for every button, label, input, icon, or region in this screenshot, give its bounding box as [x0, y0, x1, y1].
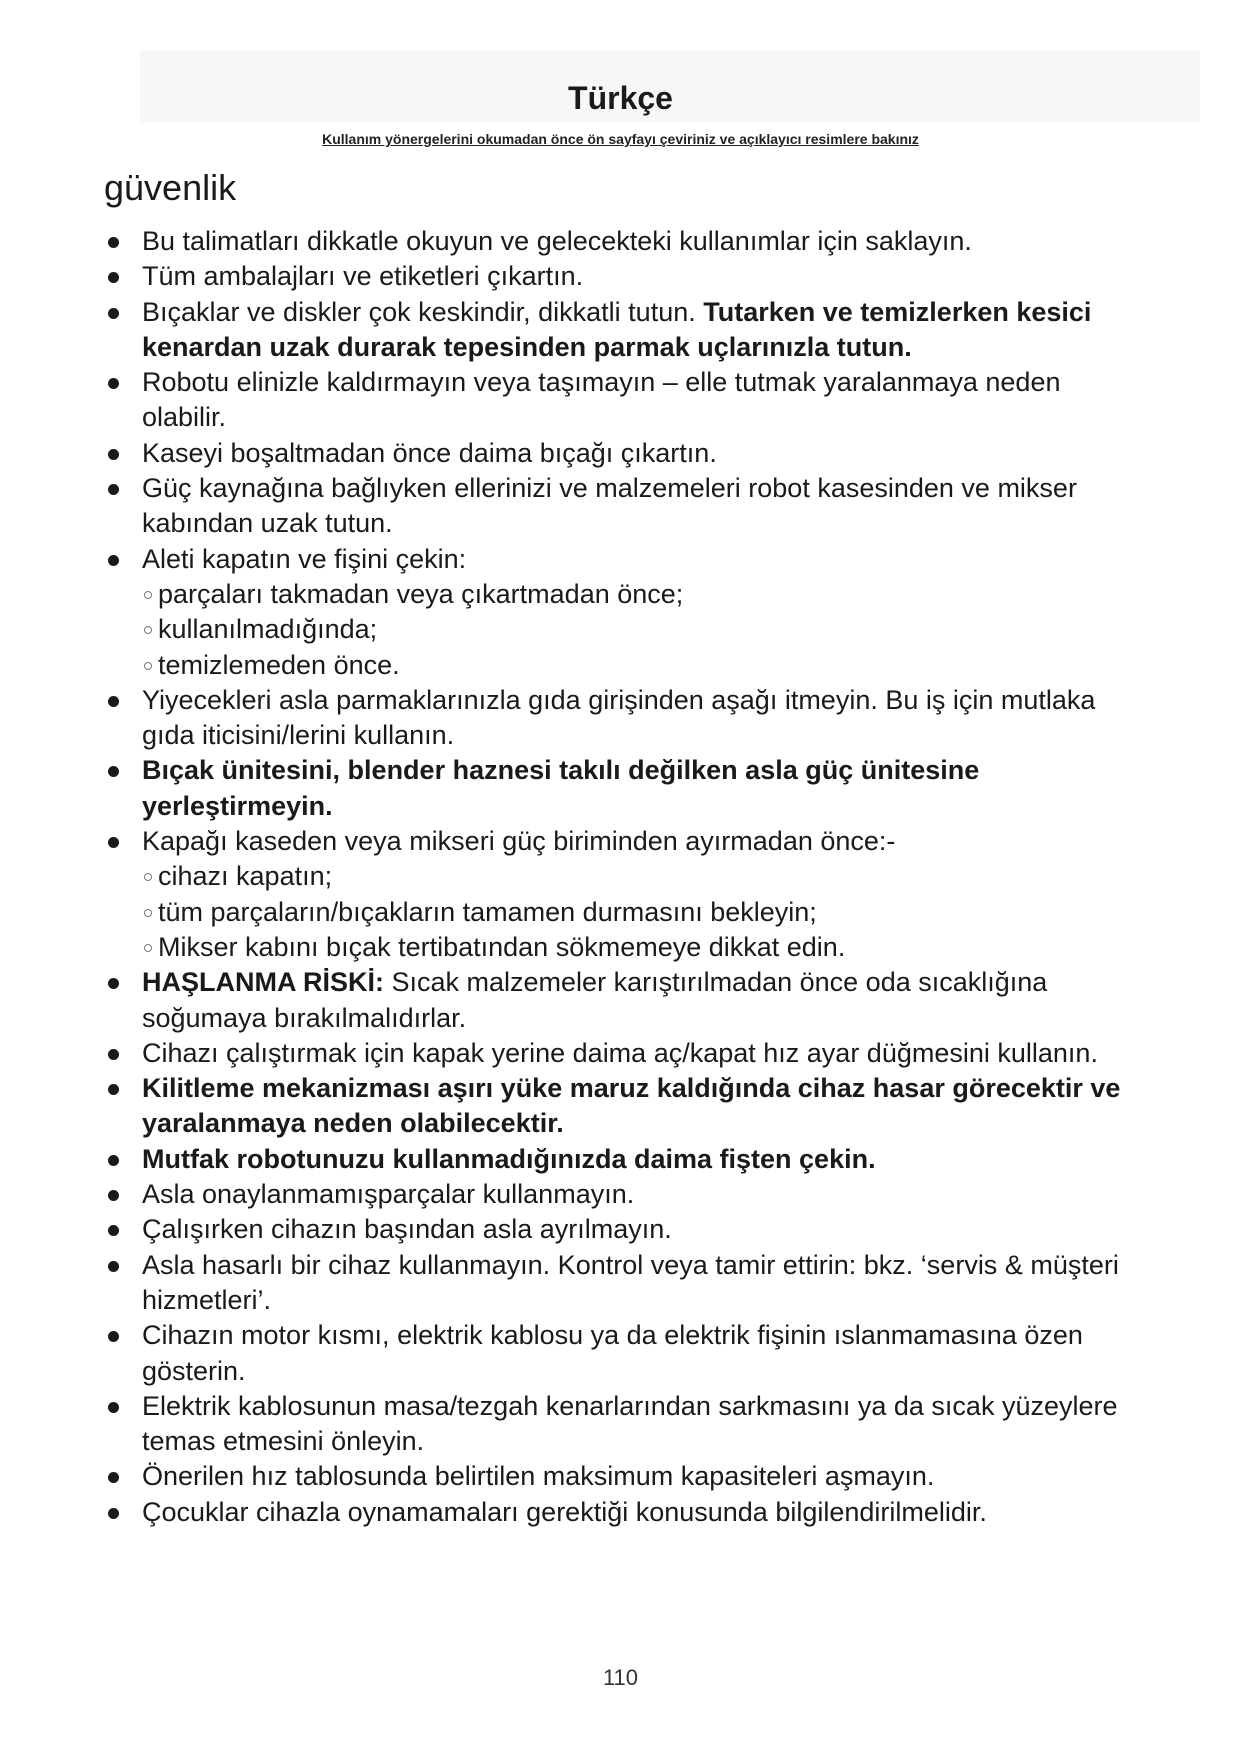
safety-item-text: Cihazın motor kısmı, elektrik kablosu ya da elektrik fişinin ıslanmamasına özen gösterin. — [142, 1320, 1083, 1386]
bullet-icon — [108, 1261, 119, 1272]
safety-list — [104, 224, 1144, 1530]
safety-item — [104, 1071, 1144, 1142]
safety-item — [104, 365, 1144, 436]
safety-item — [104, 542, 1144, 577]
safety-item — [104, 1177, 1144, 1212]
safety-subitem — [104, 577, 1144, 612]
safety-item — [104, 1389, 1144, 1460]
safety-item-emphasis: Bıçak ünitesini, blender haznesi takılı değilken asla güç ünitesine yerleştirmeyin. — [142, 755, 980, 821]
safety-subitem-text: temizlemeden önce. — [158, 649, 400, 680]
bullet-icon — [108, 308, 119, 319]
safety-subitem-text: Mikser kabını bıçak tertibatından sökmemeye dikkat edin. — [158, 931, 846, 962]
safety-item — [104, 1248, 1144, 1319]
bullet-icon — [108, 484, 119, 495]
safety-item — [104, 824, 1144, 859]
safety-item — [104, 1212, 1144, 1247]
safety-item-text: Asla hasarlı bir cihaz kullanmayın. Kontrol veya tamir ettirin: bkz. ‘servis & müşteri hizmetleri’. — [142, 1249, 1119, 1315]
safety-item-emphasis: Kilitleme mekanizması aşırı yüke maruz kaldığında cihaz hasar görecektir ve yaralanmaya neden olabilecektir. — [142, 1073, 1121, 1139]
circle-bullet-icon — [144, 873, 152, 881]
safety-subitem-text: cihazı kapatın; — [158, 861, 333, 892]
language-title: Türkçe — [568, 80, 673, 116]
safety-item-text: Elektrik kablosunun masa/tezgah kenarlarından sarkmasını ya da sıcak yüzeylere temas etmesini önleyin. — [142, 1390, 1118, 1457]
safety-subitem-text: parçaları takmadan veya çıkartmadan önce; — [158, 578, 684, 609]
safety-subitem — [104, 895, 1144, 930]
safety-item — [104, 965, 1144, 1036]
circle-bullet-icon — [144, 662, 152, 670]
bullet-icon — [108, 1331, 119, 1342]
circle-bullet-icon — [144, 626, 152, 634]
safety-item-text: Cihazı çalıştırmak için kapak yerine daima aç/kapat hız ayar düğmesini kullanın. — [142, 1037, 1098, 1068]
safety-item — [104, 471, 1144, 542]
bullet-icon — [108, 766, 119, 777]
safety-item-emphasis: Mutfak robotunuzu kullanmadığınızda daima fişten çekin. — [142, 1143, 876, 1174]
instruction-note — [0, 130, 1241, 148]
bullet-icon — [108, 449, 119, 460]
safety-subitem — [104, 930, 1144, 965]
safety-subitem-text: kullanılmadığında; — [158, 614, 378, 645]
safety-item-text: Yiyecekleri asla parmaklarınızla gıda girişinden aşağı itmeyin. Bu iş için mutlaka gıda iticisini/lerini kullanın. — [142, 684, 1096, 751]
bullet-icon — [108, 1084, 119, 1095]
safety-item-text: Çocuklar cihazla oynamamaları gerektiği konusunda bilgilendirilmelidir. — [142, 1496, 987, 1527]
safety-item-text: Çalışırken cihazın başından asla ayrılmayın. — [142, 1214, 672, 1245]
safety-subitem — [104, 648, 1144, 683]
safety-item-text: Kaseyi boşaltmadan önce daima bıçağı çıkartın. — [142, 437, 717, 468]
safety-item-text: Tüm ambalajları ve etiketleri çıkartın. — [142, 261, 584, 292]
safety-item-text: Kapağı kaseden veya mikseri güç biriminden ayırmadan önce:- — [142, 826, 896, 857]
bullet-icon — [108, 696, 119, 707]
safety-item — [104, 436, 1144, 471]
safety-subitem — [104, 859, 1144, 894]
safety-item — [104, 259, 1144, 294]
circle-bullet-icon — [144, 591, 152, 599]
bullet-icon — [108, 1402, 119, 1413]
safety-subitem — [104, 612, 1144, 647]
safety-item-text: Önerilen hız tablosunda belirtilen maksimum kapasiteleri aşmayın. — [142, 1461, 935, 1492]
safety-item-text: Robotu elinizle kaldırmayın veya taşımayın – elle tutmak yaralanmaya neden olabilir. — [142, 367, 1061, 433]
bullet-icon — [108, 1049, 119, 1060]
bullet-icon — [108, 837, 119, 848]
bullet-icon — [108, 272, 119, 283]
safety-item-text: Bıçaklar ve diskler çok keskindir, dikkatli tutun. — [142, 296, 704, 327]
circle-bullet-icon — [144, 944, 152, 952]
bullet-icon — [108, 1472, 119, 1483]
safety-item-text-after: Sıcak malzemeler karıştırılmadan önce oda sıcaklığına soğumaya bırakılmalıdırlar. — [142, 967, 1048, 1033]
bullet-icon — [108, 378, 119, 389]
safety-item — [104, 1459, 1144, 1494]
circle-bullet-icon — [144, 909, 152, 917]
section-title: güvenlik — [104, 167, 237, 208]
bullet-icon — [108, 1508, 119, 1519]
safety-item — [104, 1318, 1144, 1389]
safety-item — [104, 1036, 1144, 1071]
safety-item — [104, 683, 1144, 754]
safety-item — [104, 1495, 1144, 1530]
bullet-icon — [108, 1225, 119, 1236]
bullet-icon — [108, 237, 119, 248]
safety-item — [104, 1142, 1144, 1177]
bullet-icon — [108, 555, 119, 566]
safety-item-text: Bu talimatları dikkatle okuyun ve gelecekteki kullanımlar için saklayın. — [142, 226, 972, 256]
safety-item-text: Asla onaylanmamışparçalar kullanmayın. — [142, 1179, 635, 1210]
safety-subitem-text: tüm parçaların/bıçakların tamamen durmasını bekleyin; — [158, 896, 817, 927]
safety-item — [104, 753, 1144, 824]
instruction-text: Kullanım yönergelerini okumadan önce ön sayfayı çeviriniz ve açıklayıcı resimlere bakınız — [322, 131, 919, 147]
page-number: 110 — [602, 1665, 639, 1690]
safety-item-emphasis: HAŞLANMA RİSKİ: — [142, 967, 384, 998]
safety-item-emphasis: Tutarken ve temizlerken kesici kenardan uzak durarak tepesinden parmak uçlarınızla tutun. — [142, 296, 1092, 362]
bullet-icon — [108, 978, 119, 989]
safety-item — [104, 295, 1144, 366]
bullet-icon — [108, 1190, 119, 1201]
bullet-icon — [108, 1155, 119, 1166]
safety-item-text: Güç kaynağına bağlıyken ellerinizi ve malzemeleri robot kasesinden ve mikser kabından uzak tutun. — [142, 473, 1077, 539]
safety-item-text: Aleti kapatın ve fişini çekin: — [142, 543, 467, 574]
safety-item — [104, 224, 1144, 259]
